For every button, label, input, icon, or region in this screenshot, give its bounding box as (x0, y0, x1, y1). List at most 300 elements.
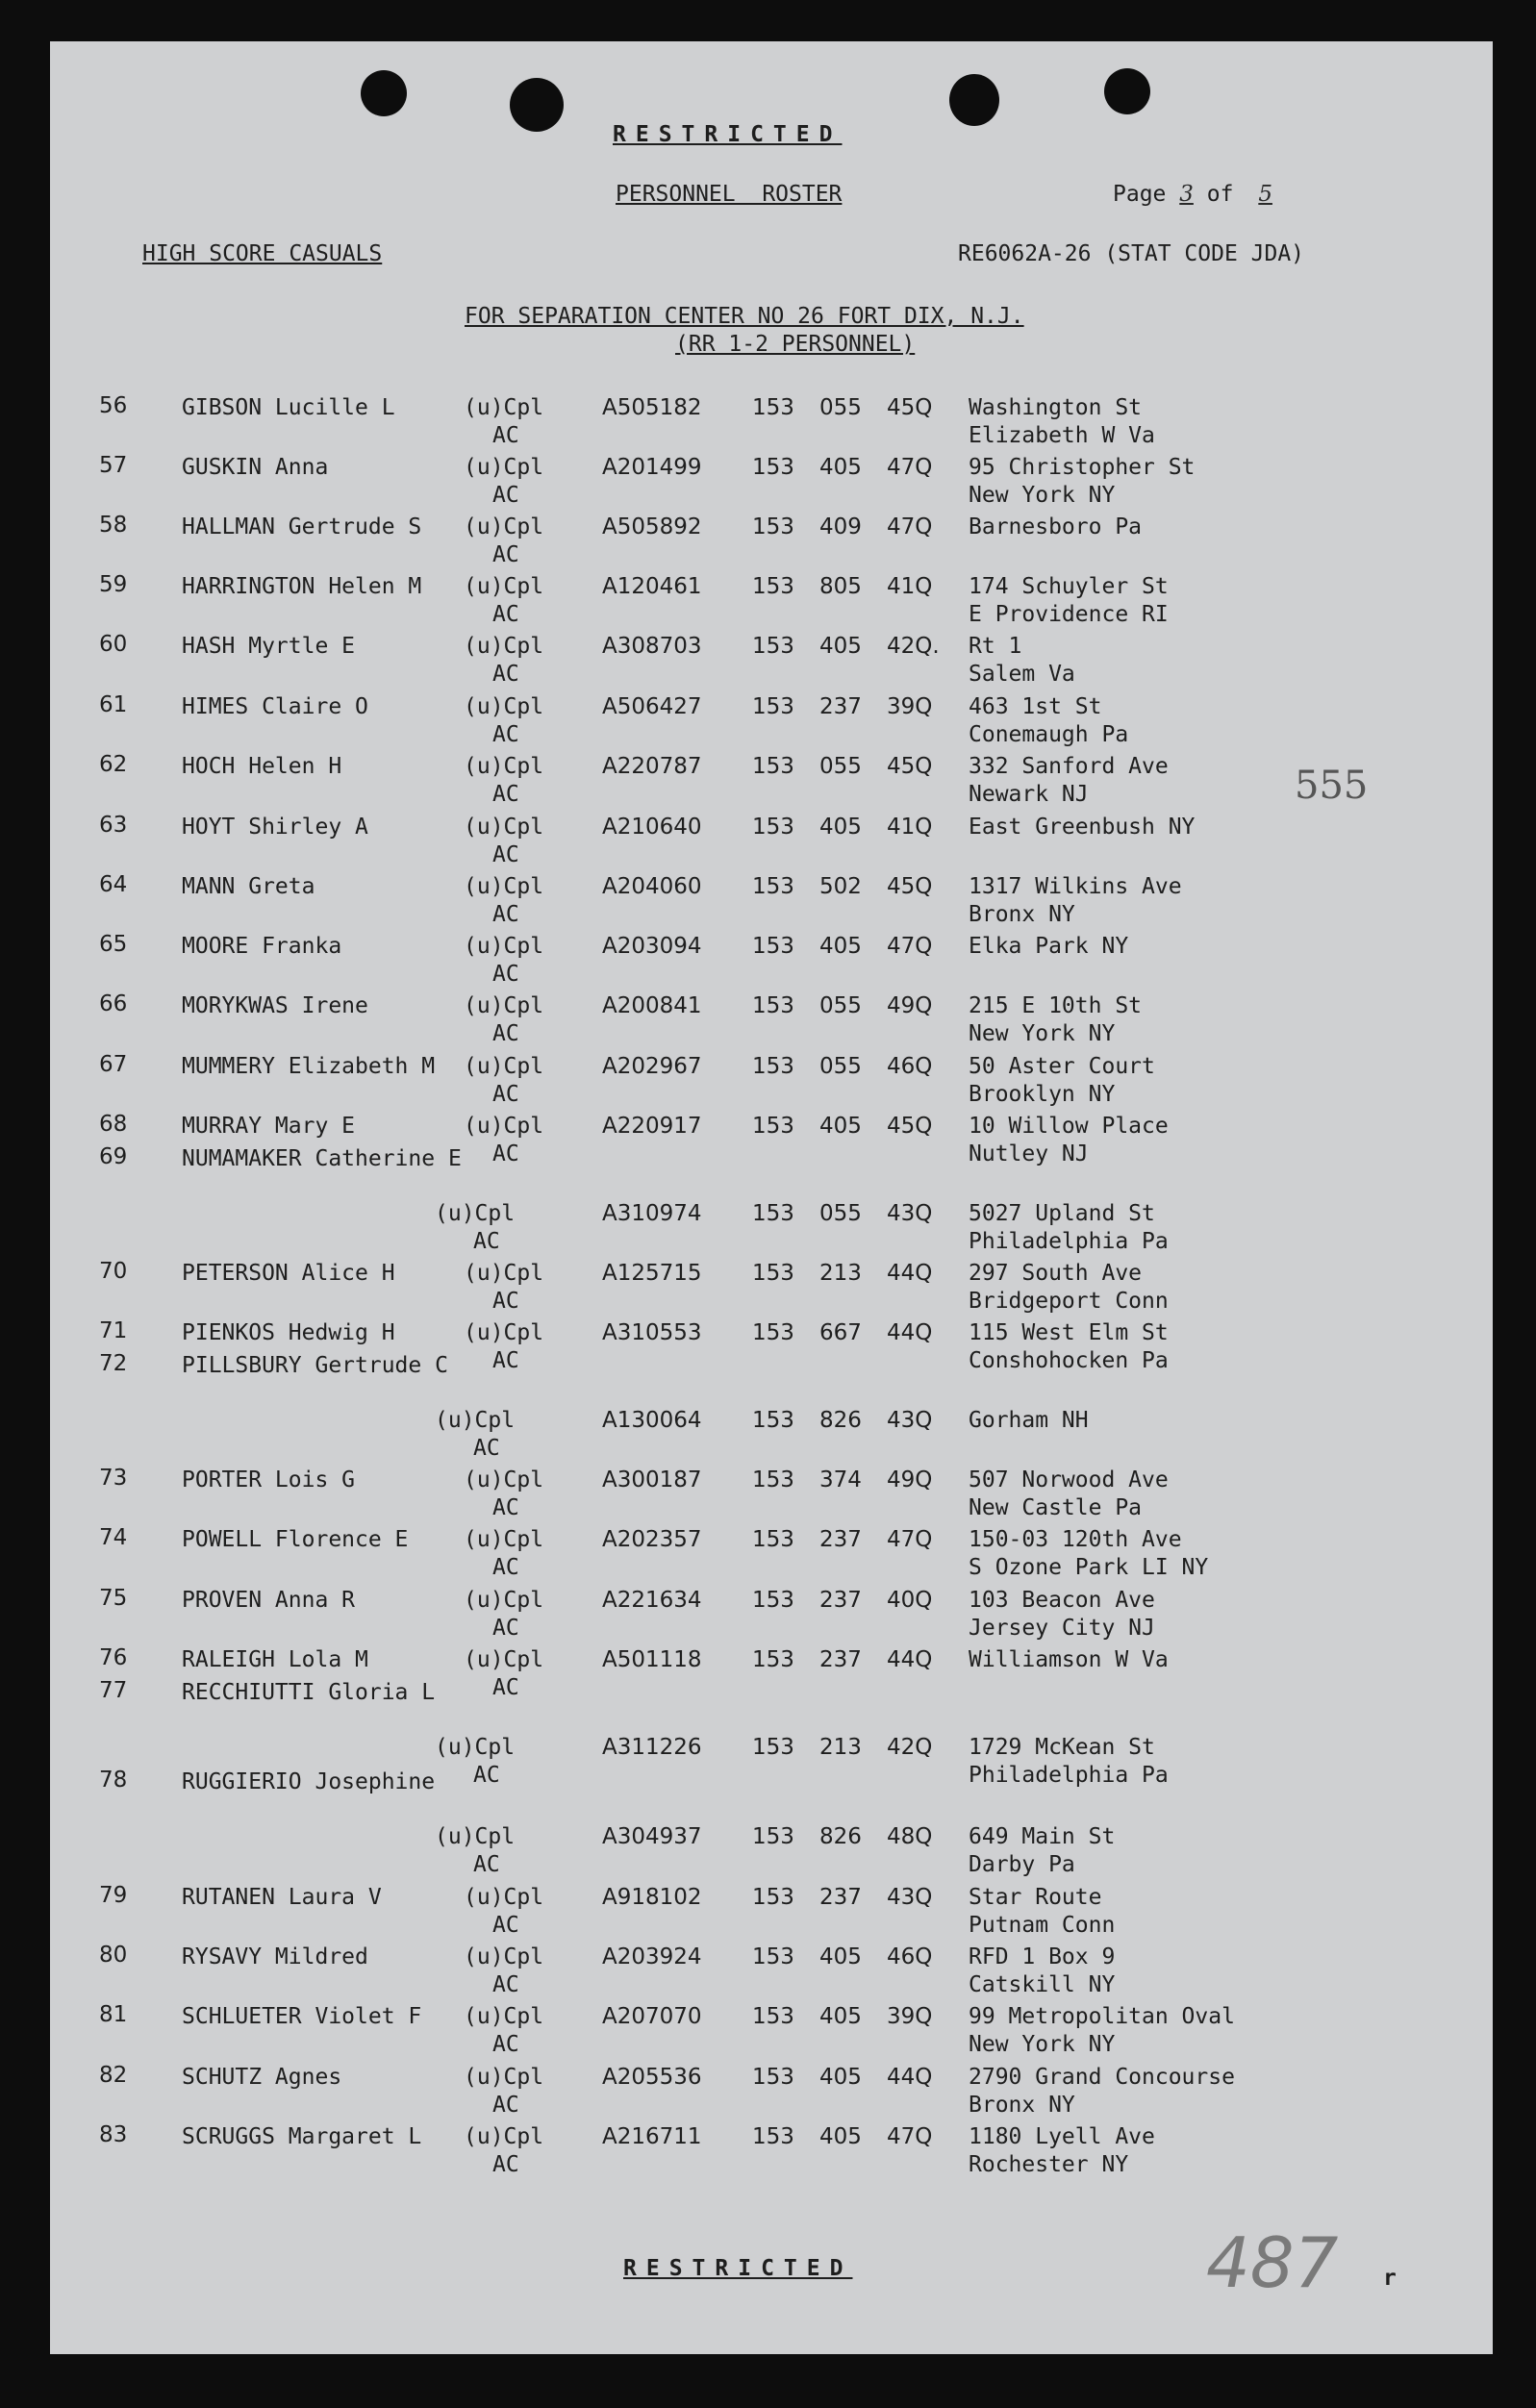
code-1: 153 (752, 1054, 794, 1079)
code-1: 153 (752, 1527, 794, 1552)
roster-row (50, 393, 1493, 453)
address-line-1: 1729 McKean St (969, 1735, 1155, 1760)
code-3: 47Q (887, 455, 933, 480)
roster-row (50, 2063, 1493, 2122)
punch-hole-3 (949, 74, 999, 126)
serial-number: A220787 (602, 754, 702, 779)
row-number: 83 (99, 2122, 128, 2147)
arm-of-service: AC (492, 1021, 519, 1046)
code-2: 055 (819, 1054, 862, 1079)
member-name: POWELL Florence E (182, 1527, 409, 1552)
code-3: 39Q (887, 694, 933, 719)
member-name: HALLMAN Gertrude S (182, 514, 422, 539)
arm-of-service: AC (492, 722, 519, 747)
address-line-2: Rochester NY (969, 2152, 1129, 2177)
roster-row (50, 813, 1493, 872)
grade: (u)Cpl (435, 1201, 516, 1226)
roster-row (50, 632, 1493, 691)
grade: (u)Cpl (464, 815, 544, 840)
row-number: 61 (99, 692, 128, 717)
member-name: RUGGIERIO Josephine (182, 1769, 436, 1794)
code-1: 153 (752, 395, 794, 420)
row-number: 67 (99, 1052, 128, 1077)
serial-number: A304937 (602, 1824, 702, 1849)
grade: (u)Cpl (464, 934, 544, 959)
code-3: 49Q (887, 993, 933, 1018)
grade: (u)Cpl (464, 1054, 544, 1079)
code-3: 39Q (887, 2004, 933, 2029)
code-1: 153 (752, 1588, 794, 1613)
page-total: 5 (1258, 182, 1272, 207)
arm-of-service: AC (492, 662, 519, 687)
grade: (u)Cpl (464, 874, 544, 899)
address-line-2: Brooklyn NY (969, 1082, 1116, 1107)
roster-row (50, 2002, 1493, 2062)
row-number: 72 (99, 1351, 128, 1376)
code-3: 47Q (887, 514, 933, 539)
arm-of-service: AC (492, 1289, 519, 1314)
address-line-1: 297 South Ave (969, 1261, 1143, 1286)
address-line-1: 95 Christopher St (969, 455, 1196, 480)
grade: (u)Cpl (464, 574, 544, 599)
code-1: 153 (752, 2124, 794, 2149)
code-2: 502 (819, 874, 862, 899)
code-1: 153 (752, 874, 794, 899)
code-3: 44Q (887, 1320, 933, 1345)
row-number: 58 (99, 513, 128, 538)
address-line-2: Philadelphia Pa (969, 1763, 1169, 1788)
roster-row (50, 1943, 1493, 2002)
code-1: 153 (752, 993, 794, 1018)
row-number: 68 (99, 1112, 128, 1137)
separation-center: FOR SEPARATION CENTER NO 26 FORT DIX, N.J. (465, 304, 1024, 329)
arm-of-service: AC (492, 1972, 519, 1997)
roster-row (50, 692, 1493, 752)
roster-row (50, 1586, 1493, 1645)
code-3: 49Q (887, 1467, 933, 1492)
code-1: 153 (752, 1885, 794, 1910)
address-line-1: 10 Willow Place (969, 1114, 1169, 1139)
address-line-1: 115 West Elm St (969, 1320, 1169, 1345)
roster-page (50, 41, 1493, 2354)
arm-of-service: AC (492, 602, 519, 627)
code-2: 055 (819, 1201, 862, 1226)
code-2: 237 (819, 1647, 862, 1672)
address-line-1: 1317 Wilkins Ave (969, 874, 1182, 899)
roster-row (50, 752, 1493, 812)
address-line-2: S Ozone Park LI NY (969, 1555, 1209, 1580)
code-3: 45Q (887, 874, 933, 899)
code-1: 153 (752, 1261, 794, 1286)
code-2: 826 (819, 1408, 862, 1433)
roster-row (50, 572, 1493, 632)
address-line-2: New York NY (969, 2032, 1116, 2057)
serial-number: A918102 (602, 1885, 702, 1910)
serial-number: A203924 (602, 1944, 702, 1969)
member-name: MURRAY Mary E (182, 1114, 356, 1139)
serial-number: A505182 (602, 395, 702, 420)
member-name: RUTANEN Laura V (182, 1885, 382, 1910)
roster-row (50, 932, 1493, 991)
code-2: 237 (819, 694, 862, 719)
code-2: 213 (819, 1261, 862, 1286)
grade: (u)Cpl (464, 1647, 544, 1672)
code-1: 153 (752, 1201, 794, 1226)
code-1: 153 (752, 1467, 794, 1492)
address-line-2: Philadelphia Pa (969, 1229, 1169, 1254)
row-number: 70 (99, 1259, 128, 1284)
grade: (u)Cpl (464, 993, 544, 1018)
code-2: 826 (819, 1824, 862, 1849)
grade: (u)Cpl (464, 1944, 544, 1969)
address-line-2: Jersey City NJ (969, 1616, 1155, 1641)
code-3: 45Q (887, 1114, 933, 1139)
row-number: 79 (99, 1883, 128, 1908)
code-2: 405 (819, 455, 862, 480)
code-1: 153 (752, 1824, 794, 1849)
serial-number: A308703 (602, 634, 702, 659)
address-line-2: Nutley NJ (969, 1141, 1089, 1166)
code-1: 153 (752, 634, 794, 659)
grade: (u)Cpl (464, 1467, 544, 1492)
code-1: 153 (752, 514, 794, 539)
code-1: 153 (752, 1647, 794, 1672)
member-name: MANN Greta (182, 874, 315, 899)
code-3: 44Q (887, 2065, 933, 2090)
arm-of-service: AC (492, 423, 519, 448)
arm-of-service: AC (492, 902, 519, 927)
row-number: 56 (99, 393, 128, 418)
code-1: 153 (752, 1944, 794, 1969)
code-1: 153 (752, 754, 794, 779)
grade: (u)Cpl (464, 395, 544, 420)
roster-row (50, 453, 1493, 513)
punch-hole-2 (510, 78, 564, 132)
arm-of-service: AC (473, 1229, 500, 1254)
row-number: 74 (99, 1525, 128, 1550)
code-1: 153 (752, 1114, 794, 1139)
serial-number: A310553 (602, 1320, 702, 1345)
serial-number: A204060 (602, 874, 702, 899)
code-3: 45Q (887, 395, 933, 420)
code-1: 153 (752, 574, 794, 599)
code-3: 41Q (887, 815, 933, 840)
row-number: 80 (99, 1943, 128, 1968)
arm-of-service: AC (492, 1348, 519, 1373)
serial-number: A210640 (602, 815, 702, 840)
arm-of-service: AC (473, 1436, 500, 1461)
code-3: 48Q (887, 1824, 933, 1849)
page-of: of (1206, 182, 1234, 207)
member-name: PIENKOS Hedwig H (182, 1320, 395, 1345)
row-number: 62 (99, 752, 128, 777)
code-1: 153 (752, 1320, 794, 1345)
address-line-1: 215 E 10th St (969, 993, 1143, 1018)
grade: (u)Cpl (464, 514, 544, 539)
serial-number: A221634 (602, 1588, 702, 1613)
arm-of-service: AC (492, 1555, 519, 1580)
code-2: 405 (819, 1114, 862, 1139)
code-3: 46Q (887, 1054, 933, 1079)
arm-of-service: AC (492, 1616, 519, 1641)
row-number: 71 (99, 1318, 128, 1343)
member-name: PROVEN Anna R (182, 1588, 356, 1613)
address-line-1: 5027 Upland St (969, 1201, 1155, 1226)
address-line-1: 99 Metropolitan Oval (969, 2004, 1235, 2029)
arm-of-service: AC (492, 1495, 519, 1520)
serial-number: A202357 (602, 1527, 702, 1552)
address-line-1: RFD 1 Box 9 (969, 1944, 1116, 1969)
roster-row (50, 872, 1493, 932)
serial-number: A311226 (602, 1735, 702, 1760)
code-2: 667 (819, 1320, 862, 1345)
address-line-1: Barnesboro Pa (969, 514, 1143, 539)
grade: (u)Cpl (464, 694, 544, 719)
address-line-1: 50 Aster Court (969, 1054, 1155, 1079)
code-3: 41Q (887, 574, 933, 599)
code-3: 47Q (887, 934, 933, 959)
address-line-2: Elizabeth W Va (969, 423, 1155, 448)
arm-of-service: AC (492, 842, 519, 867)
grade: (u)Cpl (464, 1588, 544, 1613)
serial-number: A130064 (602, 1408, 702, 1433)
row-number: 57 (99, 453, 128, 478)
address-line-2: Salem Va (969, 662, 1075, 687)
row-number: 81 (99, 2002, 128, 2027)
member-name: HARRINGTON Helen M (182, 574, 422, 599)
code-2: 405 (819, 2004, 862, 2029)
row-number: 59 (99, 572, 128, 597)
arm-of-service: AC (492, 1913, 519, 1938)
grade: (u)Cpl (464, 455, 544, 480)
code-2: 055 (819, 754, 862, 779)
grade: (u)Cpl (464, 1114, 544, 1139)
code-2: 805 (819, 574, 862, 599)
address-line-2: Conshohocken Pa (969, 1348, 1169, 1373)
serial-number: A202967 (602, 1054, 702, 1079)
roster-row (50, 991, 1493, 1051)
grade: (u)Cpl (435, 1735, 516, 1760)
code-2: 237 (819, 1527, 862, 1552)
code-2: 213 (819, 1735, 862, 1760)
serial-number: A201499 (602, 455, 702, 480)
arm-of-service: AC (492, 782, 519, 807)
address-line-2: Darby Pa (969, 1852, 1075, 1877)
row-number: 75 (99, 1586, 128, 1611)
code-2: 405 (819, 2124, 862, 2149)
grade: (u)Cpl (435, 1408, 516, 1433)
roster-row (50, 1466, 1493, 1525)
address-line-2: Bronx NY (969, 902, 1075, 927)
arm-of-service: AC (492, 1141, 519, 1166)
serial-number: A120461 (602, 574, 702, 599)
restricted-bottom: RESTRICTED (623, 2256, 853, 2281)
address-line-1: Williamson W Va (969, 1647, 1169, 1672)
code-2: 237 (819, 1588, 862, 1613)
code-2: 405 (819, 2065, 862, 2090)
punch-hole-1 (361, 70, 407, 116)
row-number: 82 (99, 2063, 128, 2088)
serial-number: A300187 (602, 1467, 702, 1492)
grade: (u)Cpl (464, 634, 544, 659)
member-name: PORTER Lois G (182, 1467, 356, 1492)
page-label: Page (1113, 182, 1167, 207)
member-name: RYSAVY Mildred (182, 1944, 368, 1969)
arm-of-service: AC (492, 2032, 519, 2057)
address-line-1: East Greenbush NY (969, 815, 1196, 840)
member-name: NUMAMAKER Catherine E (182, 1146, 462, 1171)
arm-of-service: AC (492, 542, 519, 567)
grade: (u)Cpl (464, 2124, 544, 2149)
member-name: GIBSON Lucille L (182, 395, 395, 420)
code-2: 055 (819, 993, 862, 1018)
member-name: MOORE Franka (182, 934, 342, 959)
code-2: 409 (819, 514, 862, 539)
roster-row (50, 513, 1493, 572)
code-3: 45Q (887, 754, 933, 779)
member-name: HOCH Helen H (182, 754, 342, 779)
row-number: 76 (99, 1645, 128, 1670)
member-name: RECCHIUTTI Gloria L (182, 1680, 436, 1705)
address-line-2: Bridgeport Conn (969, 1289, 1169, 1314)
code-2: 055 (819, 395, 862, 420)
address-line-1: 2790 Grand Concourse (969, 2065, 1235, 2090)
code-3: 42Q. (887, 634, 940, 659)
address-line-1: 463 1st St (969, 694, 1102, 719)
address-line-2: Putnam Conn (969, 1913, 1116, 1938)
serial-number: A125715 (602, 1261, 702, 1286)
member-name: SCRUGGS Margaret L (182, 2124, 422, 2149)
member-name: HASH Myrtle E (182, 634, 356, 659)
address-line-1: 1180 Lyell Ave (969, 2124, 1155, 2149)
code-3: 42Q (887, 1735, 933, 1760)
address-line-1: 174 Schuyler St (969, 574, 1169, 599)
serial-number: A310974 (602, 1201, 702, 1226)
row-number: 60 (99, 632, 128, 657)
member-name: HIMES Claire O (182, 694, 368, 719)
grade: (u)Cpl (464, 2065, 544, 2090)
row-number: 77 (99, 1678, 128, 1703)
code-1: 153 (752, 934, 794, 959)
address-line-1: 150-03 120th Ave (969, 1527, 1182, 1552)
member-name: PETERSON Alice H (182, 1261, 395, 1286)
code-2: 405 (819, 1944, 862, 1969)
address-line-1: 649 Main St (969, 1824, 1116, 1849)
arm-of-service: AC (492, 1675, 519, 1700)
group-title: HIGH SCORE CASUALS (142, 241, 383, 266)
roster-row (50, 1883, 1493, 1943)
address-line-2: Conemaugh Pa (969, 722, 1129, 747)
address-line-1: Washington St (969, 395, 1143, 420)
row-number: 73 (99, 1466, 128, 1491)
code-1: 153 (752, 455, 794, 480)
stat-code: RE6062A-26 (STAT CODE JDA) (958, 241, 1305, 266)
stamp-number: 555 (1295, 764, 1369, 808)
address-line-2: Newark NJ (969, 782, 1089, 807)
address-line-2: New York NY (969, 483, 1116, 508)
member-name: MUMMERY Elizabeth M (182, 1054, 436, 1079)
member-name: RALEIGH Lola M (182, 1647, 368, 1672)
member-name: SCHUTZ Agnes (182, 2065, 342, 2090)
code-3: 43Q (887, 1408, 933, 1433)
code-3: 47Q (887, 2124, 933, 2149)
restricted-top: RESTRICTED (613, 122, 843, 147)
address-line-1: Star Route (969, 1885, 1102, 1910)
code-2: 405 (819, 634, 862, 659)
page-current: 3 (1179, 182, 1194, 207)
address-line-1: 332 Sanford Ave (969, 754, 1169, 779)
serial-number: A205536 (602, 2065, 702, 2090)
address-line-1: Rt 1 (969, 634, 1022, 659)
arm-of-service: AC (492, 1082, 519, 1107)
arm-of-service: AC (473, 1763, 500, 1788)
member-name: SCHLUETER Violet F (182, 2004, 422, 2029)
serial-number: A505892 (602, 514, 702, 539)
address-line-2: New York NY (969, 1021, 1116, 1046)
address-line-1: 507 Norwood Ave (969, 1467, 1169, 1492)
code-1: 153 (752, 1735, 794, 1760)
code-2: 237 (819, 1885, 862, 1910)
address-line-1: Gorham NH (969, 1408, 1089, 1433)
arm-of-service: AC (492, 2093, 519, 2118)
handwritten-number: 487 (1206, 2222, 1339, 2303)
rr-personnel: (RR 1-2 PERSONNEL) (675, 332, 916, 357)
punch-hole-4 (1104, 68, 1150, 114)
member-name: HOYT Shirley A (182, 815, 368, 840)
row-number: 66 (99, 991, 128, 1016)
address-line-1: 103 Beacon Ave (969, 1588, 1155, 1613)
grade: (u)Cpl (464, 1320, 544, 1345)
member-name: PILLSBURY Gertrude C (182, 1353, 448, 1378)
member-name: MORYKWAS Irene (182, 993, 368, 1018)
arm-of-service: AC (492, 483, 519, 508)
code-1: 153 (752, 2004, 794, 2029)
code-1: 153 (752, 694, 794, 719)
grade: (u)Cpl (464, 1261, 544, 1286)
serial-number: A501118 (602, 1647, 702, 1672)
serial-number: A203094 (602, 934, 702, 959)
grade: (u)Cpl (464, 1527, 544, 1552)
roster-row (50, 1259, 1493, 1318)
serial-number: A216711 (602, 2124, 702, 2149)
serial-number: A200841 (602, 993, 702, 1018)
code-2: 405 (819, 934, 862, 959)
grade: (u)Cpl (464, 1885, 544, 1910)
code-1: 153 (752, 815, 794, 840)
address-line-2: E Providence RI (969, 602, 1169, 627)
code-3: 47Q (887, 1527, 933, 1552)
arm-of-service: AC (492, 2152, 519, 2177)
code-3: 43Q (887, 1885, 933, 1910)
member-name: GUSKIN Anna (182, 455, 329, 480)
address-line-1: Elka Park NY (969, 934, 1129, 959)
code-3: 40Q (887, 1588, 933, 1613)
serial-number: A506427 (602, 694, 702, 719)
address-line-2: Bronx NY (969, 2093, 1075, 2118)
grade: (u)Cpl (464, 2004, 544, 2029)
roster-row (50, 1525, 1493, 1585)
code-1: 153 (752, 1408, 794, 1433)
code-3: 46Q (887, 1944, 933, 1969)
code-2: 405 (819, 815, 862, 840)
address-line-2: Catskill NY (969, 1972, 1116, 1997)
grade: (u)Cpl (464, 754, 544, 779)
row-number: 63 (99, 813, 128, 838)
roster-title: PERSONNEL ROSTER (616, 182, 843, 207)
arm-of-service: AC (473, 1852, 500, 1877)
row-number: 69 (99, 1144, 128, 1169)
code-1: 153 (752, 2065, 794, 2090)
